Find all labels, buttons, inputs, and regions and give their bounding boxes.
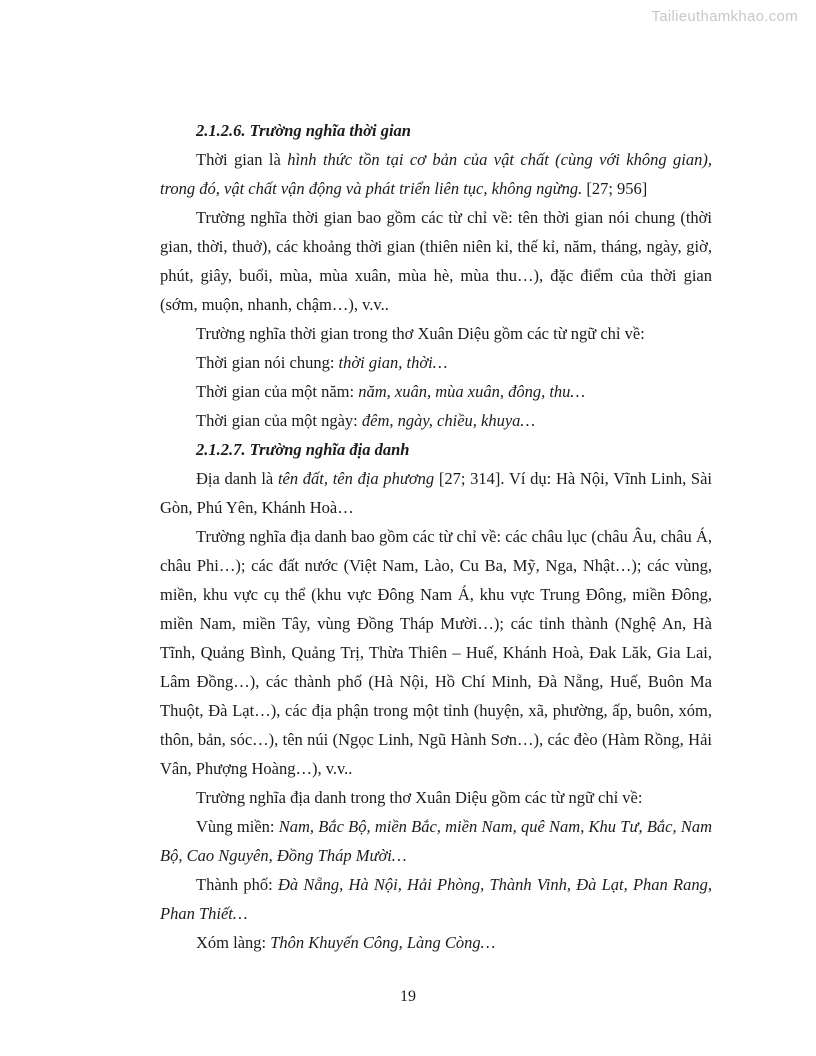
text-run: Thời gian của một năm: xyxy=(196,382,359,401)
paragraph xyxy=(160,145,712,203)
text-run: Trường nghĩa thời gian trong thơ Xuân Diệu gồm các từ ngữ chỉ về: xyxy=(196,324,645,343)
text-run: Xóm làng: xyxy=(196,933,271,952)
text-run: Địa danh là xyxy=(196,469,278,488)
paragraph xyxy=(160,203,712,319)
section-heading xyxy=(160,435,712,464)
text-run: [27; 956] xyxy=(582,179,648,198)
paragraph xyxy=(160,348,712,377)
paragraph xyxy=(160,522,712,783)
text-run: Trường nghĩa địa danh trong thơ Xuân Diệu gồm các từ ngữ chỉ về: xyxy=(196,788,643,807)
text-run: Thời gian nói chung: xyxy=(196,353,339,372)
text-run: Thời gian là xyxy=(196,150,288,169)
document-body xyxy=(160,116,712,957)
watermark: Tailieuthamkhao.com xyxy=(651,8,798,25)
paragraph xyxy=(160,406,712,435)
section-heading xyxy=(160,116,712,145)
text-run: thời gian, thời… xyxy=(338,353,448,372)
text-run: Trường nghĩa thời gian bao gồm các từ chỉ về: tên thời gian nói chung (thời gian, thời, thuở), các khoảng thời gian (thiên niên kỉ, thế kỉ, năm, tháng, ngày, giờ, phút, giây, buổi, mùa, mùa xuân, mùa hè, mùa thu…), đặc điểm của thời gian (sớm, muộn, nhanh, chậm…), v.v.. xyxy=(160,208,712,314)
text-run: Thôn Khuyến Công, Làng Còng… xyxy=(270,933,496,952)
paragraph xyxy=(160,464,712,522)
text-run: Thời gian của một ngày: xyxy=(196,411,362,430)
text-run: 2.1.2.7. Trường nghĩa địa danh xyxy=(196,440,410,459)
text-run: Đà Nẵng, Hà Nội, Hải Phòng, Thành Vinh, Đà Lạt, Phan Rang, Phan Thiết… xyxy=(160,875,712,923)
text-run: Thành phố: xyxy=(196,875,278,894)
text-run: 2.1.2.6. Trường nghĩa thời gian xyxy=(196,121,411,140)
text-run: Trường nghĩa địa danh bao gồm các từ chỉ về: các châu lục (châu Âu, châu Á, châu Phi…); các đất nước (Việt Nam, Lào, Cu Ba, Mỹ, Nga, Nhật…); các vùng, miền, khu vực cụ thể (khu vực Đông Nam Á, khu vực Trung Đông, miền Đông, miền Nam, miền Tây, vùng Đồng Tháp Mười…); các tỉnh thành (Nghệ An, Hà Tĩnh, Quảng Bình, Quảng Trị, Thừa Thiên – Huế, Khánh Hoà, Đak Lăk, Gia Lai, Lâm Đồng…), các thành phố (Hà Nội, Hồ Chí Minh, Đà Nẵng, Huế, Buôn Ma Thuột, Đà Lạt…), các địa phận trong một tỉnh (huyện, xã, phường, ấp, buôn, xóm, thôn, bản, sóc…), tên núi (Ngọc Linh, Ngũ Hành Sơn…), các đèo (Hàm Rồng, Hải Vân, Phượng Hoàng…), v.v.. xyxy=(160,527,712,778)
paragraph xyxy=(160,870,712,928)
paragraph xyxy=(160,812,712,870)
text-run: hình thức tồn tại cơ bản của vật chất (cùng với không gian), trong đó, vật chất vận động và phát triển liên tục, không ngừng. xyxy=(160,150,712,198)
text-run: đêm, ngày, chiều, khuya… xyxy=(361,411,536,430)
paragraph xyxy=(160,783,712,812)
paragraph xyxy=(160,377,712,406)
text-run: tên đất, tên địa phương xyxy=(277,469,435,488)
text-run: Nam, Bắc Bộ, miền Bắc, miền Nam, quê Nam, Khu Tư, Bắc, Nam Bộ, Cao Nguyên, Đồng Tháp Mười… xyxy=(160,817,713,865)
paragraph xyxy=(160,928,712,957)
text-run: năm, xuân, mùa xuân, đông, thu… xyxy=(358,382,586,401)
text-run: Vùng miền: xyxy=(196,817,279,836)
paragraph xyxy=(160,319,712,348)
page-number: 19 xyxy=(400,988,416,1005)
text-run: [27; 314]. Ví dụ: Hà Nội, Vĩnh Linh, Sài Gòn, Phú Yên, Khánh Hoà… xyxy=(160,469,712,517)
